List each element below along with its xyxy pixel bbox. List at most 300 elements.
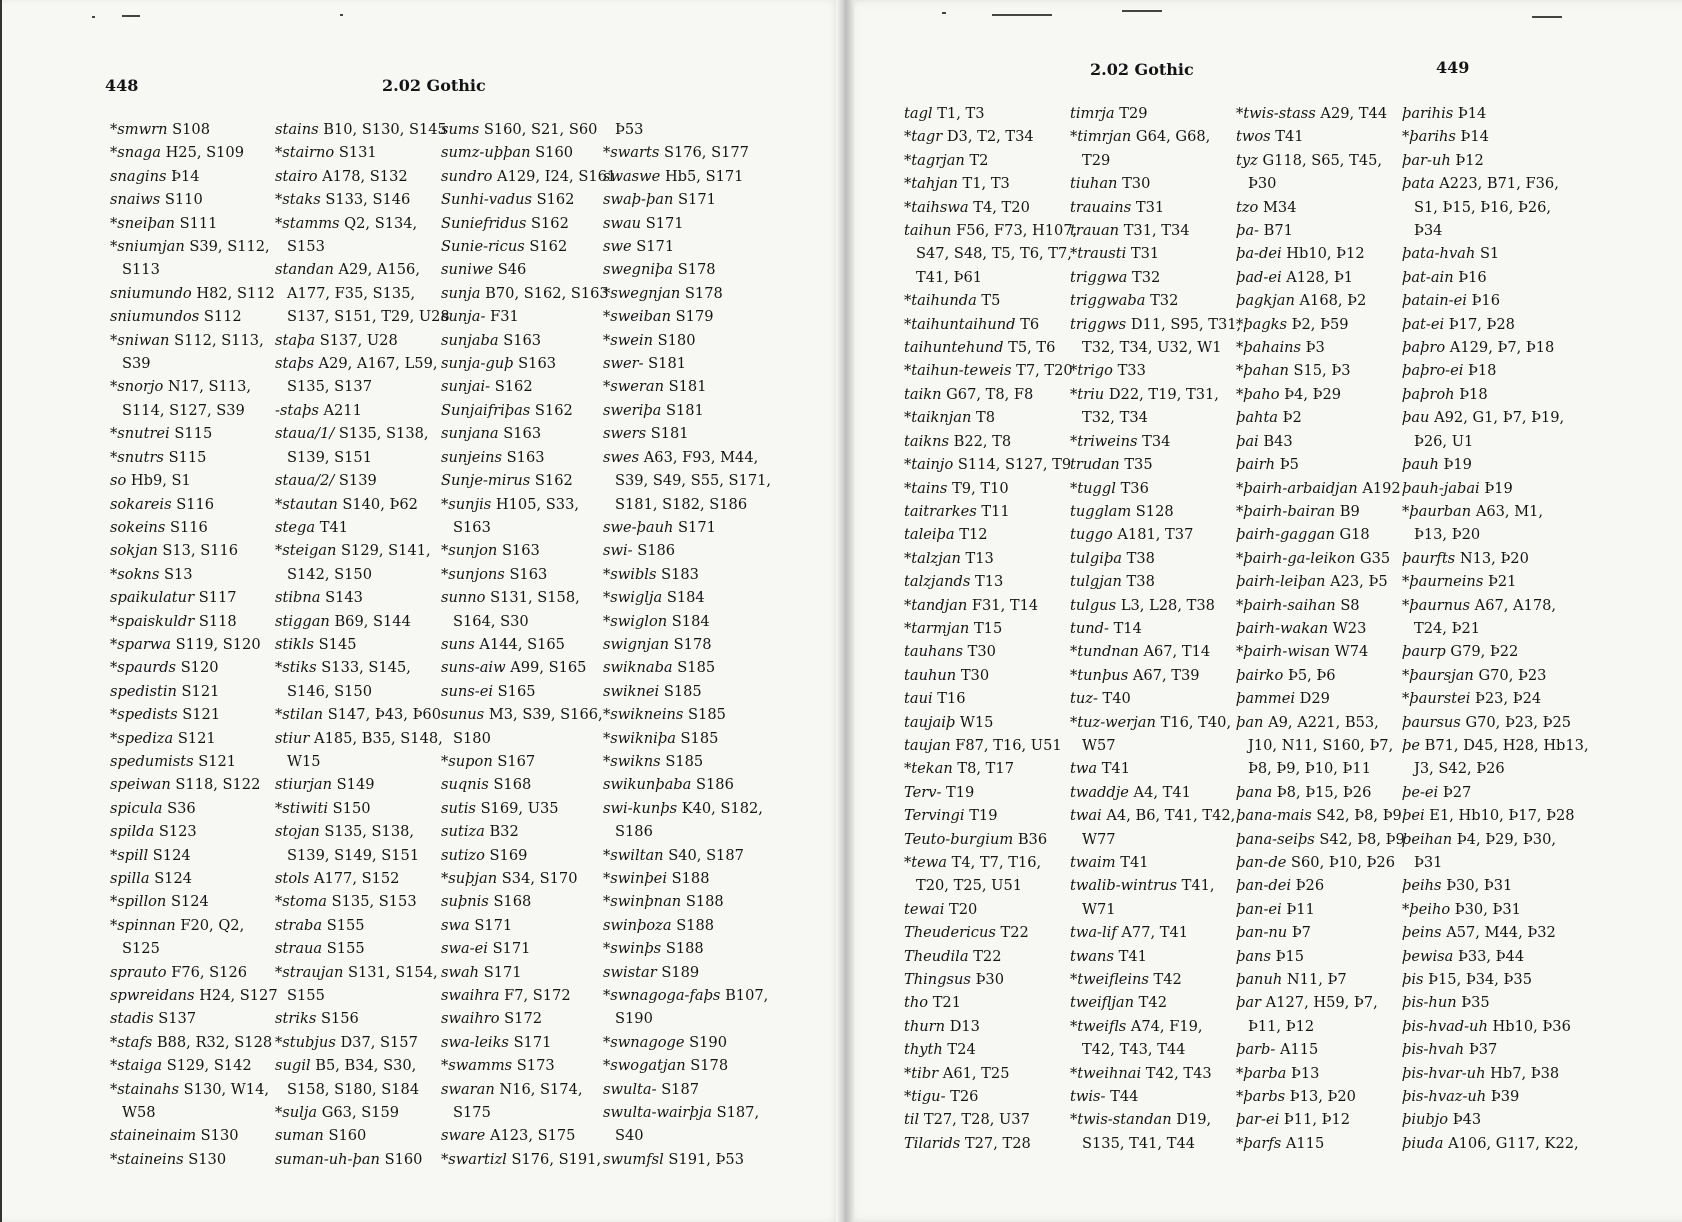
index-references: T44	[1110, 1088, 1139, 1106]
index-references: S171	[645, 214, 684, 232]
index-references: D3, T2, T34	[946, 128, 1034, 146]
index-entry	[110, 797, 275, 820]
index-entry-continuation	[603, 118, 763, 141]
index-entry	[1402, 711, 1574, 734]
index-entry	[1402, 453, 1574, 476]
index-entry	[1402, 406, 1574, 429]
index-entry	[1402, 1038, 1574, 1061]
index-entry	[110, 539, 275, 562]
index-headword: *swartizl	[441, 1150, 507, 1168]
index-references: S163	[506, 448, 545, 466]
index-entry	[1070, 313, 1242, 336]
index-headword: þairh-gaggan	[1236, 526, 1335, 544]
index-entry	[1402, 1085, 1574, 1108]
index-headword: swe	[603, 238, 632, 256]
index-references: Þ23, Þ24	[1475, 690, 1542, 708]
index-column-2	[275, 118, 450, 1171]
index-references: Þ3	[1305, 339, 1325, 357]
index-references: A63, F93, M44,	[643, 448, 759, 466]
index-headword: sundro	[441, 167, 493, 185]
index-entry	[275, 1101, 441, 1124]
index-entry	[1070, 851, 1236, 874]
index-entry	[441, 586, 603, 609]
index-entry	[110, 867, 275, 890]
index-entry	[275, 165, 441, 188]
index-entry	[603, 305, 763, 328]
index-references: S160	[384, 1150, 423, 1168]
index-references: S121	[182, 706, 221, 724]
index-references: S179	[675, 308, 714, 326]
index-headword: tweifljan	[1070, 994, 1135, 1012]
index-references: T19	[946, 783, 975, 801]
index-references: A67, A178,	[1474, 596, 1557, 614]
index-headword: *suþjan	[441, 870, 498, 887]
index-entry	[904, 102, 1070, 125]
index-entry	[1236, 383, 1402, 406]
index-references: T8, T17	[957, 760, 1014, 778]
index-references: S130	[200, 1127, 239, 1145]
index-headword: sutizo	[441, 846, 485, 864]
index-headword: þei	[1402, 807, 1425, 825]
index-references: S181	[648, 355, 687, 373]
index-entry	[441, 375, 603, 398]
index-headword: staua/2/	[275, 472, 335, 490]
index-headword: *tigu-	[904, 1088, 946, 1106]
index-headword: stols	[275, 870, 310, 887]
index-references: G64, G68,	[1135, 128, 1211, 146]
index-references: S168	[493, 776, 532, 794]
index-entry	[1236, 523, 1402, 546]
index-headword: stiurjan	[275, 776, 333, 794]
index-headword: triggwaba	[1070, 292, 1146, 310]
index-headword: þai	[1236, 432, 1259, 450]
index-references: G70, Þ23, Þ25	[1465, 713, 1572, 731]
index-entry	[603, 1101, 763, 1124]
index-references: S169	[489, 846, 528, 864]
index-entry-continuation	[1070, 149, 1236, 172]
index-references: N17, S113,	[167, 378, 252, 396]
index-entry	[1402, 804, 1574, 827]
index-entry	[441, 937, 603, 960]
index-entry	[1070, 687, 1236, 710]
index-entry	[1236, 125, 1402, 148]
index-entry	[1236, 945, 1402, 968]
index-headword: talzjands	[904, 573, 971, 591]
index-headword: swaran	[441, 1080, 495, 1098]
index-references: S188	[676, 916, 715, 934]
index-headword: sunja-guþ	[441, 355, 514, 373]
index-headword: *snaga	[110, 144, 161, 162]
index-headword: staua/1/	[275, 425, 335, 443]
index-references: T16	[937, 690, 966, 708]
index-headword: þat-ei	[1402, 315, 1445, 333]
index-references: T41,	[1181, 877, 1215, 895]
index-headword: þar-uh	[1402, 151, 1451, 169]
index-references: S181	[668, 378, 707, 396]
index-references: S186	[696, 776, 734, 794]
index-references: S108	[172, 121, 210, 138]
index-column-1	[110, 118, 278, 1171]
index-headword: swaþ-þan	[603, 191, 674, 209]
index-references: Þ27	[1442, 783, 1472, 801]
index-references: J10, N11, S160, Þ7,	[1248, 736, 1394, 754]
index-references: K40, S182,	[681, 799, 763, 817]
index-references: B10, S130, S145	[323, 121, 447, 138]
index-references: A168, Þ2	[1299, 292, 1367, 310]
index-headword: suman-uh-þan	[275, 1150, 380, 1168]
index-entry	[275, 493, 441, 516]
index-headword: twaim	[1070, 854, 1116, 871]
index-entry	[904, 149, 1070, 172]
index-entry	[441, 1078, 603, 1101]
index-entry	[275, 399, 441, 422]
index-entry	[110, 1031, 275, 1054]
index-headword: *stairno	[275, 144, 335, 162]
index-references: W71	[1082, 900, 1116, 918]
index-entry	[904, 711, 1070, 734]
index-headword: timrja	[1070, 105, 1115, 122]
index-entry-continuation	[603, 1007, 763, 1030]
index-headword: þe	[1402, 736, 1420, 754]
index-references: Þ18	[1468, 362, 1497, 380]
index-references: T4, T20	[973, 198, 1030, 216]
index-entry	[904, 687, 1070, 710]
index-headword: þaurp	[1402, 643, 1446, 661]
index-references: S155	[326, 916, 365, 934]
index-headword: tauhans	[904, 643, 963, 661]
index-entry	[904, 547, 1070, 570]
index-references: S13, S116	[162, 542, 239, 560]
page-number: 449	[1436, 58, 1470, 77]
index-headword: *supon	[441, 752, 493, 770]
index-entry	[110, 188, 275, 211]
index-headword: *twis-standan	[1070, 1111, 1172, 1129]
index-references: T4, T7, T16,	[951, 854, 1042, 871]
index-headword: stadis	[110, 1010, 154, 1028]
index-entry	[1402, 313, 1574, 336]
index-references: T22	[973, 947, 1002, 965]
index-headword: snaiws	[110, 191, 161, 209]
index-references: S146, S150	[287, 682, 372, 700]
index-headword: *swikneins	[603, 706, 684, 724]
index-references: Þ26	[1295, 877, 1325, 895]
index-headword: *stainahs	[110, 1080, 180, 1098]
index-references: Þ15, Þ34, Þ35	[1428, 971, 1532, 989]
index-references: S171	[636, 238, 675, 256]
index-entry	[1402, 874, 1574, 897]
index-references: S155	[287, 987, 325, 1005]
index-headword: þis-hvar-uh	[1402, 1064, 1486, 1082]
index-references: Þ30, Þ31	[1446, 877, 1513, 895]
index-entry	[1070, 804, 1236, 827]
index-references: Þ16	[1471, 292, 1500, 310]
index-entry	[110, 586, 275, 609]
index-references: S114, S127, S39	[122, 401, 245, 419]
index-entry	[1236, 406, 1402, 429]
index-headword: swaswe	[603, 167, 661, 185]
index-references: T30	[960, 666, 990, 684]
index-entry	[904, 781, 1070, 804]
index-references: S184	[666, 589, 705, 607]
index-headword: suþnis	[441, 893, 489, 911]
index-entry	[1070, 453, 1236, 476]
index-references: Þ21	[1487, 573, 1517, 591]
index-column-3	[1236, 102, 1405, 1155]
index-entry	[1402, 687, 1574, 710]
index-entry	[441, 493, 603, 516]
index-entry	[1236, 687, 1402, 710]
index-references: Hb10, Þ12	[1286, 245, 1365, 263]
index-headword: *talzjan	[904, 549, 961, 567]
index-entry	[603, 937, 763, 960]
index-references: Þ4, Þ29, Þ30,	[1456, 830, 1557, 848]
index-headword: *twis-stass	[1236, 105, 1316, 122]
index-references: Þ8, Þ9, Þ10, Þ11	[1248, 760, 1371, 778]
index-headword: swah	[441, 963, 480, 981]
index-entry	[441, 563, 603, 586]
index-references: S129, S142	[166, 1057, 252, 1075]
index-entry-continuation	[275, 446, 441, 469]
index-entry	[1402, 242, 1574, 265]
index-entry	[110, 516, 275, 539]
index-headword: sware	[441, 1127, 486, 1145]
index-references: A29, T44	[1320, 105, 1388, 122]
index-references: S121	[198, 752, 237, 770]
index-references: Þ14	[1457, 105, 1487, 122]
index-references: S162	[536, 191, 575, 209]
index-headword: taitrarkes	[904, 502, 977, 520]
index-entry	[110, 141, 275, 164]
index-references: T9, T10	[952, 479, 1009, 497]
index-headword: þis	[1402, 971, 1424, 989]
index-entry	[441, 890, 603, 913]
book-gutter	[836, 0, 854, 1222]
index-references: S130, W14,	[183, 1080, 269, 1098]
index-entry	[110, 773, 275, 796]
index-entry	[1402, 477, 1574, 500]
index-entry	[441, 258, 603, 281]
index-headword: *sunjis	[441, 495, 492, 513]
index-entry	[1070, 172, 1236, 195]
index-headword: þaþro	[1402, 339, 1446, 357]
index-entry	[603, 141, 763, 164]
index-references: T41	[1120, 854, 1149, 871]
index-headword: swau	[603, 214, 642, 232]
index-entry-continuation	[275, 750, 441, 773]
index-references: H25, S109	[165, 144, 245, 162]
index-entry	[1236, 711, 1402, 734]
index-entry	[275, 469, 441, 492]
index-headword: *þaursjan	[1402, 666, 1474, 684]
index-references: Þ2	[1282, 409, 1302, 427]
index-entry-continuation	[904, 242, 1070, 265]
index-headword: swer-	[603, 355, 644, 373]
index-references: S178	[673, 635, 712, 653]
index-entry	[1070, 1015, 1236, 1038]
index-entry	[603, 773, 763, 796]
index-references: S121	[177, 729, 216, 747]
index-headword: snagins	[110, 167, 167, 185]
index-headword: so	[110, 472, 127, 490]
index-references: S60, Þ10, Þ26	[1291, 854, 1395, 871]
index-entry	[1070, 1108, 1236, 1131]
index-references: T5	[981, 292, 1001, 310]
index-headword: *þarfs	[1236, 1134, 1282, 1152]
index-entry	[1236, 594, 1402, 617]
index-entry	[110, 329, 275, 352]
index-references: Þ11, Þ12	[1248, 1017, 1315, 1035]
index-headword: þar	[1236, 994, 1262, 1012]
index-headword: *swinþei	[603, 870, 667, 887]
index-entry	[603, 165, 763, 188]
index-entry	[110, 1078, 275, 1101]
index-entry-continuation	[1236, 172, 1402, 195]
index-entry-continuation	[904, 874, 1070, 897]
index-references: S115	[168, 448, 207, 466]
index-references: A4, T41	[1133, 783, 1191, 801]
index-references: S135, T41, T44	[1082, 1134, 1196, 1152]
index-headword: þis-hvah	[1402, 1041, 1465, 1059]
index-headword: þaursus	[1402, 713, 1461, 731]
index-headword: *spediza	[110, 729, 174, 747]
index-references: S39, S49, S55, S171,	[615, 472, 772, 490]
index-headword: sumz-uþþan	[441, 144, 531, 162]
index-entry	[1236, 359, 1402, 382]
index-headword: *tains	[904, 479, 948, 497]
index-headword: *tagr	[904, 128, 943, 146]
index-headword: þar-ei	[1236, 1111, 1280, 1129]
index-headword: *þeiho	[1402, 900, 1451, 918]
index-references: D29	[1299, 690, 1330, 708]
index-references: S123	[158, 823, 197, 841]
index-references: S188	[685, 893, 724, 911]
index-headword: þeihan	[1402, 830, 1453, 848]
index-entry	[1070, 640, 1236, 663]
index-references: S118, S122	[175, 776, 261, 794]
index-entry	[275, 961, 441, 984]
index-references: T2	[969, 151, 989, 169]
index-entry	[904, 219, 1078, 242]
index-headword: tyz	[1236, 151, 1258, 169]
index-headword: þa-dei	[1236, 245, 1282, 263]
index-references: G79, Þ22	[1450, 643, 1519, 661]
index-entry	[1236, 898, 1402, 921]
index-headword: taujan	[904, 736, 951, 754]
index-references: S112	[203, 308, 242, 326]
index-references: S160	[535, 144, 574, 162]
index-column-4	[603, 118, 772, 1171]
index-entry	[110, 1124, 275, 1147]
index-headword: þiubjo	[1402, 1111, 1449, 1129]
index-headword: tund-	[1070, 619, 1109, 637]
index-entry-continuation	[275, 563, 441, 586]
index-headword: *sniumjan	[110, 238, 185, 256]
index-headword: *taiknjan	[904, 409, 972, 427]
index-references: A181, T37	[1117, 526, 1194, 544]
page-number: 448	[105, 76, 139, 95]
index-entry-continuation	[110, 399, 275, 422]
index-entry	[1402, 570, 1574, 593]
index-headword: suns-ei	[441, 682, 494, 700]
index-references: S34, S170	[501, 870, 578, 887]
index-entry	[1236, 266, 1402, 289]
index-headword: *þahan	[1236, 362, 1289, 380]
index-entry	[275, 610, 441, 633]
index-entry	[110, 422, 275, 445]
index-entry	[904, 804, 1070, 827]
index-references: S143	[325, 589, 363, 607]
index-headword: Suniefridus	[441, 214, 527, 232]
index-headword: þan-nu	[1236, 924, 1288, 942]
index-entry	[441, 797, 603, 820]
index-entry	[441, 1148, 603, 1171]
index-references: S186	[615, 823, 653, 841]
index-headword: tewai	[904, 900, 945, 918]
index-entry	[904, 313, 1070, 336]
index-headword: þairh	[1236, 456, 1276, 474]
index-references: S181	[650, 425, 689, 443]
index-entry	[904, 851, 1070, 874]
index-entry	[1402, 1108, 1574, 1131]
index-references: S137, U28	[319, 331, 398, 349]
index-entry	[1070, 711, 1236, 734]
index-headword: striks	[275, 1010, 317, 1028]
index-entry	[110, 984, 278, 1007]
index-references: S8	[1340, 596, 1360, 614]
index-headword: Theudericus	[904, 924, 996, 942]
index-references: S162	[534, 401, 573, 419]
index-headword: taleiþa	[904, 526, 955, 544]
index-entry	[1236, 102, 1402, 125]
index-references: S158, S180, S184	[287, 1080, 420, 1098]
index-entry	[1236, 921, 1402, 944]
index-references: F20, Q2,	[180, 916, 245, 934]
index-references: S36	[167, 799, 196, 817]
index-entry	[603, 212, 763, 235]
index-headword: swulta-wairþja	[603, 1104, 712, 1122]
index-headword: sunjai-	[441, 378, 491, 396]
index-headword: suns-aiw	[441, 659, 506, 677]
index-references: Þ17, Þ28	[1448, 315, 1515, 333]
index-headword: swaihro	[441, 1010, 500, 1028]
index-headword: *þaurban	[1402, 502, 1472, 520]
index-headword: þatain-ei	[1402, 292, 1467, 310]
index-entry-continuation	[1070, 336, 1236, 359]
index-entry	[904, 196, 1070, 219]
index-headword: *swnagoge	[603, 1033, 685, 1051]
index-headword: *swogatjan	[603, 1057, 686, 1075]
index-headword: sokareis	[110, 495, 172, 513]
index-entry	[603, 1078, 763, 1101]
index-entry	[1402, 1132, 1579, 1155]
index-references: S178	[677, 261, 716, 279]
index-entry	[603, 563, 763, 586]
index-entry	[441, 422, 603, 445]
index-headword: suman	[275, 1127, 324, 1145]
index-references: T12	[959, 526, 988, 544]
index-column-3	[441, 118, 617, 1171]
index-entry	[603, 329, 763, 352]
index-references: S162	[494, 378, 533, 396]
index-entry	[603, 282, 763, 305]
index-references: S40	[615, 1127, 644, 1145]
index-headword: speiwan	[110, 776, 171, 794]
index-references: Þ15	[1275, 947, 1305, 965]
index-references: S137	[158, 1010, 197, 1028]
index-entry	[110, 493, 275, 516]
right-page	[842, 0, 1682, 1222]
index-entry-continuation	[275, 984, 441, 1007]
